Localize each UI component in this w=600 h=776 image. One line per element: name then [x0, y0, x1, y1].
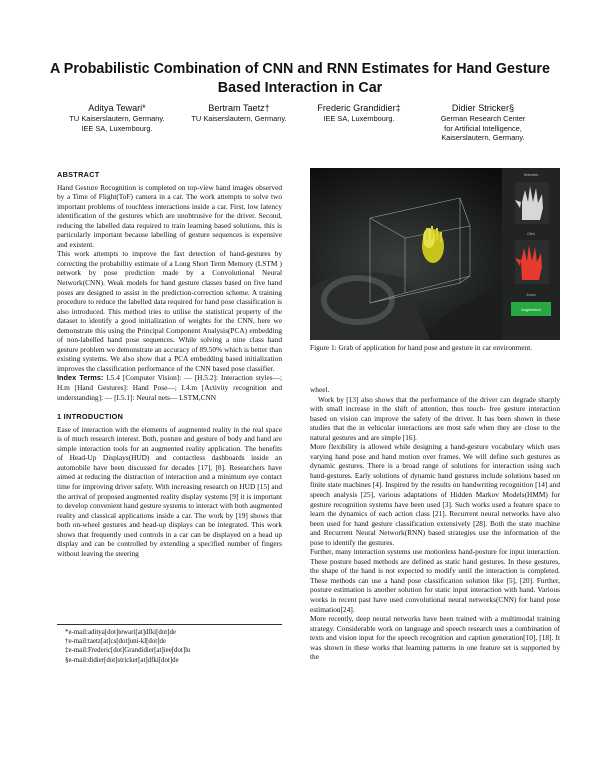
panel-label-click: Click: [527, 232, 535, 236]
author-affiliation: German Research Center: [440, 114, 526, 123]
author-affiliation: IEE SA, Luxembourg.: [81, 123, 153, 133]
figure-caption: Figure 1: Grab of application for hand pose and gesture in car environment.: [310, 343, 533, 352]
body-paragraph: More flexibility is allowed while designing a hand-gesture vocabulary which uses varying hand pose and hand motion over frames. We will define such gestures as dynamic gestures. There is a broad range of solutions for interaction using such hand-gestures. Early solutions of dynamic hand gestures include solutions based on finite state machines [4]. Inspired by the results on handwriting recognition [14] and speech analysis [25], various adaptations of Hidden Markov Models(HMM) for gesture recognition systems have been used [3]. Such works used a feature space to learn the dynamics of each action class [21]. Recurrent neural networks have also been used for hand gesture classification extensively [28]. Both the state machine and Recurrent Neural Network(RNN) based strategies use the information of the pose to identify the gestures.: [310, 442, 560, 547]
abstract-paragraph: Hand Gesture Recognition is completed on top-view hand images observed by a Time of Flight(ToF) camera in a car. The work attempts to solve two important problems of touchless interactions inside a car. First, low latency identification of the gestures which are unobtrusive for the driver. Second, reducing the labelled data required to train learning based solutions, this is particularly important because labelling of gesture sequences is expensive and existent.: [57, 182, 282, 249]
hand-icon-grey: [515, 182, 549, 224]
body-paragraph: Further, many interaction systems use motionless hand-posture for input interaction. These posture based methods are defined as static hand gestures. In these gestures, the shape of the hand is not expected to modify until the interaction is completed. These methods can use a hand pose classification solution like [5], [20]. Further, posture estimation is another solution for static input interaction with hand. Various works in recent past have used convolutional neural networks(CNN) for hand pose estimation[24].: [310, 547, 560, 614]
right-column: [310, 385, 560, 662]
author-name: Didier Stricker§: [451, 103, 515, 113]
footnote: *e-mail:aditya[dot]tewari[at]dfki[dot]de: [65, 629, 176, 636]
author-name: Bertram Taetz†: [208, 103, 270, 113]
index-terms-label: Index Terms:: [57, 373, 104, 383]
body-paragraph: wheel.: [310, 385, 330, 394]
author-affiliation: TU Kaiserslautern, Germany.: [191, 114, 287, 123]
footnote: ‡e-mail:Frederic[dot]Grandidier[at]iee[dot]lu: [65, 647, 191, 655]
author-name: Frederic Grandidier‡: [317, 103, 401, 113]
intro-heading: 1 INTRODUCTION: [57, 412, 124, 422]
body-paragraph: More recently, deep neural networks have been trained with a multimodal training strategy. Considerable work on language and speech research uses a combination of texts and vision input for the speech recognition and caption generation[10], [18]. It was shown in these works that learning patterns in one feature set is supported by the: [310, 614, 560, 662]
footnote: §e-mail:didier[dot]stricker[at]dfki[dot]de: [65, 656, 179, 664]
intro-paragraph: Ease of interaction with the elements of augmented reality in the real space is of much research interest. Both, posture and gesture of body and hand are simple interaction tools for an augmented reality application. The benefits of Head-Up Displays(HUD) and contactless dashboards inside an automobile have been discussed for decades [17], [8]. Researchers have aimed at reducing the distraction of interaction and a minimum eye contact time for improving driver safety. With increasing research on HUD [15] and the arrival of proposed augmented reality display systems [9] it is important to develop convenient hand gesture systems to interact with both augmented reality and classical applications inside a car. The work by [19] shows that both on-wheel gestures and head-up displays can be integrated. This work shows that frequently used controls in a car can be displayed on a head up display and can be controlled by extending a specified number of fingers without leaving the steering: [57, 424, 282, 558]
author-affiliation: IEE SA, Luxembourg.: [323, 114, 395, 123]
body-paragraph: Work by [13] also shows that the performance of the driver can degrade sharply with small increase in the shift of attention, thus touch- free gesture interaction based on vision can improve the safety of the driver. It has been shown in these studies that the in vehicular interactions are most safe when they are close to the natural gestures and are simple [16].: [310, 394, 560, 442]
abstract-heading: ABSTRACT: [57, 170, 100, 179]
author-affiliation: for Artificial Intelligence,: [444, 123, 522, 133]
figure-1-image: [310, 168, 560, 340]
panel-label-zoom: Zoom: [526, 293, 536, 297]
footnotes: [57, 624, 282, 665]
author-block: [0, 102, 600, 154]
panel-label-selection: Selection: [523, 173, 539, 177]
index-terms: [57, 373, 282, 402]
abstract-paragraph: This work attempts to improve the fast detection of hand-gestures by correcting the probability estimate of a Long Short Term Memory (LSTM ) network by pose prediction made by a Convolutional Neural Network(CNN). Weak models for hand gesture classes based on five hand poses are designed to assist in the prediction-correction scheme. A training procedure to reduce the labelled data required for hand pose classification is also introduced. This method tries to utilise the statistical property of the dataset to identify a good initialization of weights for the CNN, here we demonstrate this using the Principal Component Analysis(PCA) embedding of non-labelled hand pose sequences. While solving a nine class hand gesture problem we demonstrate an accuracy of 89.50% which is better than existing systems. We also show that a PCA embedding based initialization improves the classification performance of the CNN based pose classifier.: [57, 249, 282, 373]
author-name: Aditya Tewari*: [88, 103, 146, 113]
paper-title: A Probabilistic Combination of CNN and RNN Estimates for Hand Gesture Based Interaction in Car: [50, 61, 550, 96]
left-column: [57, 170, 282, 558]
car-scene-illustration: [310, 168, 560, 340]
footnote: †e-mail:taetz[at]cs[dot]uni-kl[dot]de: [65, 638, 167, 646]
augmented-button-label: Augmented: [521, 308, 541, 312]
author-3: [300, 102, 418, 124]
author-affiliation: TU Kaiserslautern, Germany.: [69, 114, 165, 123]
author-4: [418, 102, 548, 143]
author-1: [52, 102, 182, 133]
author-2: [180, 102, 298, 124]
hand-icon-red: [515, 240, 549, 284]
author-affiliation: Kaiserslautern, Germany.: [441, 133, 525, 143]
index-terms-text: I.5.4 [Computer Vision]: — [H.5.2]: Interaction styles—; H.m [Hand Gestures]: Hand Pose—; I.4.m [Activity recognition and understanding]: — [I.5.1]: Neural nets— LSTM,CNN: [57, 373, 282, 402]
